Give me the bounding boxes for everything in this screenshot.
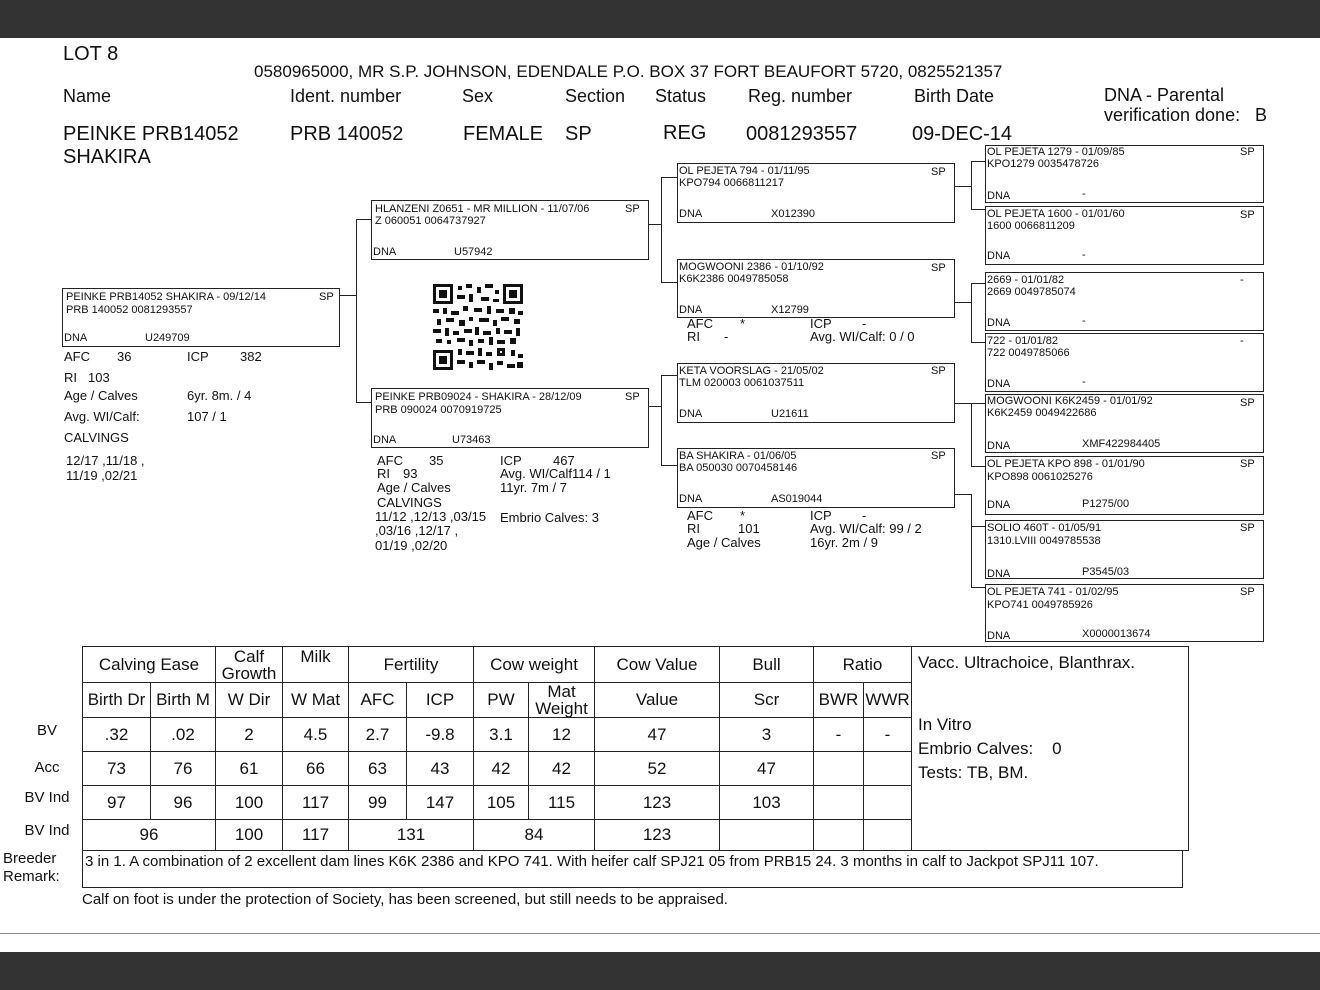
gp-afc-value: * xyxy=(740,316,746,331)
box-title: PEINKE PRB09024 - SHAKIRA - 28/12/09 xyxy=(375,391,582,403)
box-section: - xyxy=(1240,274,1244,286)
header-dna-2: verification done: xyxy=(1104,105,1241,125)
box-section: SP xyxy=(1240,522,1255,534)
group-ratio: Ratio xyxy=(814,647,912,683)
bottom-bar xyxy=(0,952,1320,990)
acc-cell: 76 xyxy=(151,752,216,786)
gp-ri-label: RI xyxy=(687,521,700,536)
remark-label: Remark: xyxy=(3,868,60,885)
great-grandparent-box xyxy=(985,333,1264,392)
gp-ri-label: RI xyxy=(687,329,700,344)
animal-name-1: PEINKE PRB14052 xyxy=(63,123,239,145)
header-ident: Ident. number xyxy=(290,86,402,106)
box-ident: PRB 140052 0081293557 xyxy=(66,304,193,316)
calvings-line-2: 11/19 ,02/21 xyxy=(66,468,138,483)
subject-pedigree-box xyxy=(62,288,340,347)
connector xyxy=(971,161,972,210)
box-title: MOGWOONI 2386 - 01/10/92 xyxy=(679,261,824,273)
box-title: PEINKE PRB14052 SHAKIRA - 09/12/14 xyxy=(66,291,266,303)
wi-value: 107 / 1 xyxy=(187,409,227,424)
afc-label: AFC xyxy=(64,349,90,364)
acc-cell: 63 xyxy=(349,752,407,786)
connector xyxy=(356,219,357,403)
box-dna-label: DNA xyxy=(987,440,1011,452)
box-dna-value: X12799 xyxy=(771,304,809,316)
embrio-value: 0 xyxy=(1052,739,1062,758)
ind-cell: 96 xyxy=(151,786,216,820)
calvings-label: CALVINGS xyxy=(64,430,129,445)
animal-name-2: SHAKIRA xyxy=(63,146,151,168)
box-ident: TLM 020003 0061037511 xyxy=(679,377,805,389)
box-title: MOGWOONI K6K2459 - 01/01/92 xyxy=(987,395,1153,407)
box-section: SP xyxy=(1240,458,1255,470)
group-cow-value: Cow Value xyxy=(595,647,720,683)
box-title: KETA VOORSLAG - 21/05/02 xyxy=(679,365,824,377)
box-section: SP xyxy=(625,203,640,215)
calvings-line-1: 12/17 ,11/18 , xyxy=(66,453,145,468)
sire-pedigree-box xyxy=(371,200,649,260)
notes-cell xyxy=(912,647,1189,851)
breeder-remark xyxy=(82,850,1183,888)
icp-label: ICP xyxy=(187,349,209,364)
box-ident: KPO794 0066811217 xyxy=(679,177,784,189)
connector xyxy=(661,282,677,283)
dam-ri-value: 93 xyxy=(403,466,418,481)
connector xyxy=(954,302,972,303)
animal-sex: FEMALE xyxy=(463,123,544,145)
header-birth: Birth Date xyxy=(914,86,995,106)
box-title: OL PEJETA 1279 - 01/09/85 xyxy=(987,146,1125,158)
ind-cell: 123 xyxy=(595,786,720,820)
box-dna-value: P3545/03 xyxy=(1082,566,1130,578)
gp-wi: Avg. WI/Calf: 99 / 2 xyxy=(810,521,922,536)
connector xyxy=(971,161,985,162)
acc-cell xyxy=(814,752,864,786)
ind2-cell xyxy=(864,820,912,851)
connector xyxy=(648,224,662,225)
box-dna-label: DNA xyxy=(373,246,397,258)
box-section: SP xyxy=(625,391,640,403)
sub-birth-dr: Birth Dr xyxy=(83,683,151,718)
bv-cell: 3.1 xyxy=(474,718,529,752)
gp-icp-label: ICP xyxy=(810,508,832,523)
ind-cell: 100 xyxy=(216,786,283,820)
connector xyxy=(661,375,662,466)
ind2-cell: 123 xyxy=(595,820,720,851)
box-dna-value: P1275/00 xyxy=(1082,498,1130,510)
breeder-label: Breeder xyxy=(3,850,57,867)
box-dna-value: U21611 xyxy=(771,408,809,420)
dam-age-label: Age / Calves xyxy=(377,480,451,495)
acc-cell: 42 xyxy=(474,752,529,786)
acc-cell: 43 xyxy=(407,752,474,786)
box-dna-value: U57942 xyxy=(454,246,493,258)
connector xyxy=(648,406,662,407)
connector xyxy=(661,177,662,283)
ind2-cell xyxy=(814,820,864,851)
top-bar xyxy=(0,0,1320,38)
box-section: SP xyxy=(1240,586,1255,598)
box-ident: 2669 0049785074 xyxy=(987,286,1076,298)
gp-ri-value: - xyxy=(724,329,729,344)
acc-cell: 73 xyxy=(83,752,151,786)
sub-value: Value xyxy=(595,683,720,718)
lot-number: LOT 8 xyxy=(63,43,119,65)
breeding-values-table xyxy=(82,646,1189,851)
gp-afc-label: AFC xyxy=(687,316,713,331)
vacc-note: Vacc. Ultrachoice, Blanthrax. xyxy=(918,653,1135,672)
dam-afc-value: 35 xyxy=(429,453,444,468)
connector xyxy=(971,209,985,210)
age-value: 6yr. 8m. / 4 xyxy=(187,388,252,403)
ind-cell xyxy=(864,786,912,820)
great-grandparent-box xyxy=(985,584,1264,642)
box-dna-value: X0000013674 xyxy=(1082,628,1151,640)
sub-scr: Scr xyxy=(720,683,814,718)
box-dna-value: - xyxy=(1082,376,1086,388)
box-ident: 1600 0066811209 xyxy=(987,220,1075,232)
gp-age-value: 16yr. 2m / 9 xyxy=(810,535,878,550)
dam-calvings-label: CALVINGS xyxy=(377,495,442,510)
ind-cell: 99 xyxy=(349,786,407,820)
gp-afc-value: * xyxy=(740,508,746,523)
dam-wi: Avg. WI/Calf114 / 1 xyxy=(500,466,611,481)
connector xyxy=(954,403,972,404)
box-title: OL PEJETA 741 - 01/02/95 xyxy=(987,586,1119,598)
sub-pw: PW xyxy=(474,683,529,718)
qr-code-icon xyxy=(433,284,523,370)
grandparent-box xyxy=(677,363,955,423)
header-name: Name xyxy=(63,86,112,106)
connector xyxy=(954,186,972,187)
connector xyxy=(661,177,677,178)
group-fertility: Fertility xyxy=(349,647,474,683)
sub-birth-m: Birth M xyxy=(151,683,216,718)
great-grandparent-box xyxy=(985,272,1264,331)
box-dna-value: - xyxy=(1082,188,1086,200)
box-dna-label: DNA xyxy=(679,493,703,505)
ind-cell: 103 xyxy=(720,786,814,820)
box-dna-label: DNA xyxy=(987,499,1011,511)
sub-w-dir: W Dir xyxy=(216,683,283,718)
bv-cell: - xyxy=(814,718,864,752)
box-dna-label: DNA xyxy=(64,332,88,344)
sub-bwr: BWR xyxy=(814,683,864,718)
bv-cell: - xyxy=(864,718,912,752)
connector xyxy=(356,219,371,220)
animal-birth: 09-DEC-14 xyxy=(912,123,1013,145)
dam-embrio: Embrio Calves: 3 xyxy=(500,510,599,525)
box-ident: KPO1279 0035478726 xyxy=(987,158,1099,170)
box-section: - xyxy=(1240,335,1244,347)
ind-cell: 117 xyxy=(283,786,349,820)
sub-icp: ICP xyxy=(407,683,474,718)
box-title: 722 - 01/01/82 xyxy=(987,335,1058,347)
bv-cell: 3 xyxy=(720,718,814,752)
row-label-bv: BV xyxy=(36,722,57,739)
box-ident: KPO898 0061025276 xyxy=(987,471,1093,483)
sub-mat-weight: Mat Weight xyxy=(529,683,595,718)
group-calving-ease: Calving Ease xyxy=(83,647,216,683)
group-milk: Milk xyxy=(283,647,349,683)
box-title: BA SHAKIRA - 01/06/05 xyxy=(679,450,797,462)
box-section: SP xyxy=(1240,209,1255,221)
box-title: OL PEJETA 1600 - 01/01/60 xyxy=(987,208,1125,220)
connector xyxy=(971,526,985,527)
breeder-remark-text: 3 in 1. A combination of 2 excellent dam lines K6K 2386 and KPO 741. With heifer calf SPJ21 05 from PRB15 24. 3 months in calf to Jackpot SPJ11 107. xyxy=(85,853,1099,870)
afc-value: 36 xyxy=(117,349,132,364)
ri-value: 103 xyxy=(88,370,110,385)
dam-calvings-3: 01/19 ,02/20 xyxy=(375,538,448,553)
group-cow-weight: Cow weight xyxy=(474,647,595,683)
box-dna-label: DNA xyxy=(987,190,1011,202)
animal-reg: 0081293557 xyxy=(746,123,858,145)
grandparent-box xyxy=(677,259,955,318)
sub-afc: AFC xyxy=(349,683,407,718)
box-dna-value: U249709 xyxy=(145,332,190,344)
box-dna-value: XMF422984405 xyxy=(1082,438,1161,450)
group-calf-growth: Calf Growth xyxy=(216,647,283,683)
box-section: SP xyxy=(931,166,946,178)
animal-ident: PRB 140052 xyxy=(290,123,404,145)
dam-icp-label: ICP xyxy=(500,453,522,468)
ind-cell: 97 xyxy=(83,786,151,820)
box-dna-value: X012390 xyxy=(771,208,816,220)
box-title: HLANZENI Z0651 - MR MILLION - 11/07/06 xyxy=(375,203,590,215)
box-ident: KPO741 0049785926 xyxy=(987,599,1093,611)
box-section: SP xyxy=(1240,146,1255,158)
connector xyxy=(661,375,677,376)
tests-note: Tests: TB, BM. xyxy=(918,763,1029,782)
dam-calvings-2: ,03/16 ,12/17 , xyxy=(375,523,459,538)
acc-cell: 42 xyxy=(529,752,595,786)
ind-cell: 115 xyxy=(529,786,595,820)
grandparent-box xyxy=(677,163,955,223)
box-ident: Z 060051 0064737927 xyxy=(375,215,486,227)
connector xyxy=(971,283,972,343)
embrio-label: Embrio Calves: xyxy=(918,739,1034,758)
ind2-cell: 131 xyxy=(349,820,474,851)
header-sex: Sex xyxy=(462,86,494,106)
box-title: OL PEJETA KPO 898 - 01/01/90 xyxy=(987,458,1145,470)
box-dna-label: DNA xyxy=(679,208,703,220)
acc-cell: 52 xyxy=(595,752,720,786)
box-section: SP xyxy=(319,291,334,303)
header-status: Status xyxy=(655,86,707,106)
gp-age-label: Age / Calves xyxy=(687,535,761,550)
box-dna-value: - xyxy=(1082,249,1086,261)
group-bull: Bull xyxy=(720,647,814,683)
header-dna-1: DNA - Parental xyxy=(1104,85,1225,105)
acc-cell xyxy=(864,752,912,786)
ind2-cell: 96 xyxy=(83,820,216,851)
box-ident: K6K2386 0049785058 xyxy=(679,273,789,285)
dam-ri-label: RI xyxy=(377,466,390,481)
gp-icp-value: - xyxy=(862,316,867,331)
box-dna-label: DNA xyxy=(987,317,1011,329)
ind2-cell: 84 xyxy=(474,820,595,851)
box-title: 2669 - 01/01/82 xyxy=(987,274,1065,286)
acc-cell: 47 xyxy=(720,752,814,786)
connector xyxy=(971,494,972,588)
connector xyxy=(356,402,371,403)
ind-cell xyxy=(814,786,864,820)
box-dna-label: DNA xyxy=(679,304,703,316)
box-ident: 722 0049785066 xyxy=(987,347,1070,359)
connector xyxy=(971,403,985,404)
header-reg: Reg. number xyxy=(748,86,853,106)
ind2-cell: 100 xyxy=(216,820,283,851)
great-grandparent-box xyxy=(985,456,1264,515)
grandparent-box xyxy=(677,448,955,508)
connector xyxy=(971,342,985,343)
box-title: SOLIO 460T - 01/05/91 xyxy=(987,522,1102,534)
ind2-cell: 117 xyxy=(283,820,349,851)
sub-w-mat: W Mat xyxy=(283,683,349,718)
ind-cell: 105 xyxy=(474,786,529,820)
bv-cell: 4.5 xyxy=(283,718,349,752)
box-title: OL PEJETA 794 - 01/11/95 xyxy=(679,165,810,177)
ind2-cell xyxy=(720,820,814,851)
box-ident: K6K2459 0049422686 xyxy=(987,407,1097,419)
row-label-bv-ind-2: BV Ind xyxy=(24,822,70,839)
box-dna-label: DNA xyxy=(987,378,1011,390)
row-label-bv-ind: BV Ind xyxy=(24,789,70,806)
great-grandparent-box xyxy=(985,394,1264,453)
bv-cell: -9.8 xyxy=(407,718,474,752)
great-grandparent-box xyxy=(985,520,1264,579)
ri-label: RI xyxy=(64,370,77,385)
dam-icp-value: 467 xyxy=(553,453,575,468)
dam-age-value: 11yr. 7m / 7 xyxy=(500,480,567,495)
box-dna-value: U73463 xyxy=(452,434,491,446)
box-section: SP xyxy=(931,262,946,274)
footer-note: Calf on foot is under the protection of Society, has been screened, but still needs to be appraised. xyxy=(82,891,728,908)
box-dna-label: DNA xyxy=(987,630,1011,642)
header-section: Section xyxy=(565,86,626,106)
box-ident: BA 050030 0070458146 xyxy=(679,462,798,474)
bv-cell: .02 xyxy=(151,718,216,752)
great-grandparent-box xyxy=(985,145,1264,203)
connector xyxy=(661,465,677,466)
box-ident: 1310.LVIII 0049785538 xyxy=(987,535,1101,547)
connector xyxy=(971,587,985,588)
box-section: SP xyxy=(1240,397,1255,409)
gp-icp-value: - xyxy=(862,508,867,523)
box-dna-label: DNA xyxy=(373,434,397,446)
ind-cell: 147 xyxy=(407,786,474,820)
animal-status: REG xyxy=(663,122,707,144)
acc-cell: 61 xyxy=(216,752,283,786)
great-grandparent-box xyxy=(985,206,1264,265)
row-label-acc: Acc xyxy=(34,759,60,776)
box-section: SP xyxy=(931,450,946,462)
acc-cell: 66 xyxy=(283,752,349,786)
gp-wi: Avg. WI/Calf: 0 / 0 xyxy=(810,329,915,344)
bv-cell: 2.7 xyxy=(349,718,407,752)
box-section: SP xyxy=(931,365,946,377)
header-dna-value: B xyxy=(1255,105,1268,125)
dam-afc-label: AFC xyxy=(377,453,403,468)
box-dna-value: - xyxy=(1082,315,1086,327)
dam-pedigree-box xyxy=(371,388,649,448)
connector xyxy=(339,295,357,296)
icp-value: 382 xyxy=(240,349,262,364)
gp-ri-value: 101 xyxy=(738,521,760,536)
connector xyxy=(971,283,985,284)
in-vitro-note: In Vitro xyxy=(918,715,972,734)
age-label: Age / Calves xyxy=(64,388,138,403)
connector xyxy=(954,494,972,495)
animal-section: SP xyxy=(565,123,592,145)
box-dna-label: DNA xyxy=(987,250,1011,262)
wi-label: Avg. WI/Calf: xyxy=(64,409,140,424)
bv-cell: 47 xyxy=(595,718,720,752)
connector xyxy=(971,466,985,467)
dam-calvings-1: 11/12 ,12/13 ,03/15 xyxy=(375,509,487,524)
bv-cell: 2 xyxy=(216,718,283,752)
box-ident: PRB 090024 0070919725 xyxy=(375,404,502,416)
sub-wwr: WWR xyxy=(864,683,912,718)
gp-icp-label: ICP xyxy=(810,316,832,331)
box-dna-value: AS019044 xyxy=(771,493,823,505)
owner-line: 0580965000, MR S.P. JOHNSON, EDENDALE P.O. BOX 37 FORT BEAUFORT 5720, 0825521357 xyxy=(254,62,1003,81)
bv-cell: 12 xyxy=(529,718,595,752)
footer-divider xyxy=(0,933,1320,934)
box-dna-label: DNA xyxy=(679,408,703,420)
bv-cell: .32 xyxy=(83,718,151,752)
connector xyxy=(971,403,972,467)
gp-afc-label: AFC xyxy=(687,508,713,523)
box-dna-label: DNA xyxy=(987,568,1011,580)
